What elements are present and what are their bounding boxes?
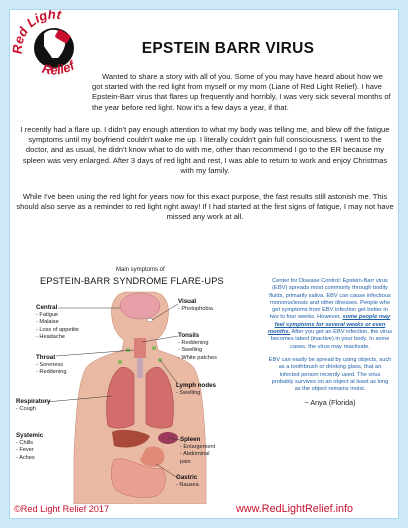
brain-icon bbox=[120, 293, 160, 319]
label-gastric: Gastric - Nausea bbox=[176, 474, 199, 489]
label-systemic: Systemic - Chills - Fever - Aches bbox=[16, 432, 44, 461]
label-respiratory: Respiratory - Cough bbox=[16, 398, 51, 413]
label-central: Central - Fatigue - Malaise - Loss of appetite - Headache bbox=[36, 304, 79, 340]
figure-title: EPSTEIN-BARR SYNDROME FLARE-UPS bbox=[40, 276, 224, 286]
logo-graphic bbox=[12, 10, 98, 84]
symptoms-figure bbox=[16, 264, 266, 504]
anatomy-illustration bbox=[16, 264, 266, 504]
label-spleen: Spleen - Enlargement - Abdominal pain bbox=[180, 436, 216, 465]
story-paragraph-1-text: Wanted to share a story with all of you. Some of you may have heard about how we got started with the red light from myself or my mom (Liane of Red Light Relief). I have Epstein-Barr virus that flares up frequently and horribly, I was very sick several months of the year before red light. Now it's a few days a year, if that. bbox=[92, 72, 391, 112]
page-title: EPSTEIN BARR VIRUS bbox=[141, 40, 315, 57]
lymph-node-icon bbox=[152, 346, 156, 350]
cdc-info-emphasis: some people may feel symptoms for several weeks or even months. bbox=[268, 314, 391, 336]
label-lymph-nodes: Lymph nodes - Swelling bbox=[176, 382, 216, 397]
label-throat: Throat - Soreness - Reddening bbox=[36, 354, 67, 376]
cdc-info-column bbox=[268, 278, 392, 407]
copyright-footer: ©Red Light Relief 2017 bbox=[14, 504, 110, 514]
trachea-icon bbox=[137, 358, 143, 378]
lymph-node-icon bbox=[118, 360, 122, 364]
label-tonsils: Tonsils - Reddening - Swelling - White patches bbox=[178, 332, 217, 361]
cdc-info-paragraph-1: Center for Disease Control: Epstein-Barr virus (EBV) spreads most commonly through bodily fluids, primarily saliva. EBV can cause infectious mononucleosis and other illnesses. People who get symptoms from EBV infection get better in two to four weeks. However, some people may feel symptoms for several weeks or even months. After you get an EBV infection, the virus becomes latent (inactive) in your body. In some cases, the virus may reactivate. bbox=[268, 278, 392, 350]
cdc-info-paragraph-2: EBV can easily be spread by using objects, such as a toothbrush or drinking glass, that an infected person recently used. The virus probably survives on an object at least as long as the object remains moist. bbox=[268, 356, 392, 393]
story-paragraph-3: While I've been using the red light for years now for this exact purpose, the fast results still astonish me. This should also serve as a reminder to red light right away! If I had started at the first signs of fatigue, I may not have missed any work at all. bbox=[16, 192, 394, 222]
website-footer: www.RedLightRelief.info bbox=[236, 503, 354, 515]
label-visual: Visual - Photophobia bbox=[178, 298, 213, 313]
figure-subtitle: Main symptoms of bbox=[116, 267, 165, 273]
story-paragraph-1 bbox=[92, 72, 394, 113]
logo-top-text: ed Light bbox=[12, 10, 63, 46]
throat-icon bbox=[134, 338, 146, 358]
story-paragraph-2: I recently had a flare up. I didn't pay enough attention to what my body was telling me, and blew off the fatigue symptoms until my boyfriend couldn't wake me up. I literally couldn't gain full consciousness. I went to the doctor, and as usual, he didn't know what to do with me, other than recommend I go to the ER because my spleen was very enlarged. After 3 days of red light and rest, I was able to return to work and enjoy Christmas with my family. bbox=[20, 125, 390, 175]
red-light-relief-logo bbox=[12, 10, 98, 84]
author-signature: ~ Anya (Florida) bbox=[304, 398, 356, 408]
lymph-node-icon bbox=[126, 348, 130, 352]
logo-bottom-text: Relief bbox=[40, 57, 77, 78]
